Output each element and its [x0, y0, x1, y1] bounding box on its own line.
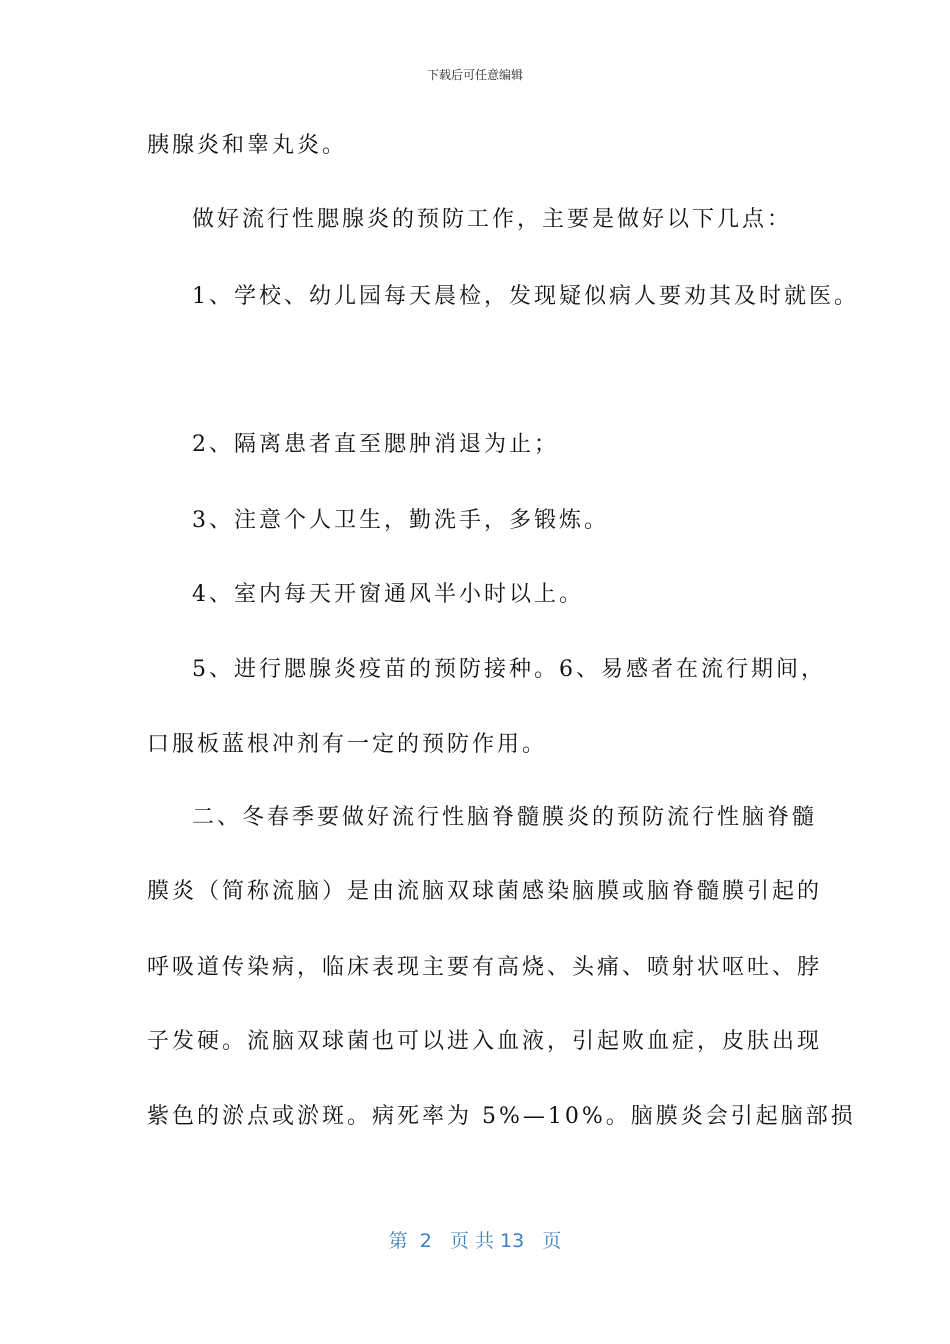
- text-line: 2、隔离患者直至腮肿消退为止；: [192, 432, 559, 457]
- text-line: 子发硬。流脑双球菌也可以进入血液，引起败血症，皮肤出现: [147, 1029, 823, 1054]
- text-line: 二、冬春季要做好流行性脑脊髓膜炎的预防流行性脑脊髓: [192, 805, 818, 830]
- text-line: 3、注意个人卫生，勤洗手，多锻炼。: [192, 508, 609, 533]
- text-line: 口服板蓝根冲剂有一定的预防作用。: [147, 732, 548, 757]
- page-header: 下载后可任意编辑: [426, 68, 523, 82]
- text-line: 胰腺炎和睾丸炎。: [147, 133, 348, 158]
- text-line: 呼吸道传染病，临床表现主要有高烧、头痛、喷射状呕吐、脖: [147, 955, 823, 980]
- text-line: 紫色的淤点或淤斑。病死率为 5%—10%。脑膜炎会引起脑部损: [147, 1104, 856, 1129]
- page-footer: 第 2 页 共 13 页: [388, 1230, 562, 1252]
- text-line: 膜炎（简称流脑）是由流脑双球菌感染脑膜或脑脊髓膜引起的: [147, 879, 823, 904]
- text-line: 5、进行腮腺炎疫苗的预防接种。6、易感者在流行期间，: [192, 657, 826, 682]
- text-line: 4、室内每天开窗通风半小时以上。: [192, 582, 584, 607]
- text-line: 1、学校、幼儿园每天晨检，发现疑似病人要劝其及时就医。: [192, 284, 859, 309]
- text-line: 做好流行性腮腺炎的预防工作，主要是做好以下几点：: [192, 207, 793, 232]
